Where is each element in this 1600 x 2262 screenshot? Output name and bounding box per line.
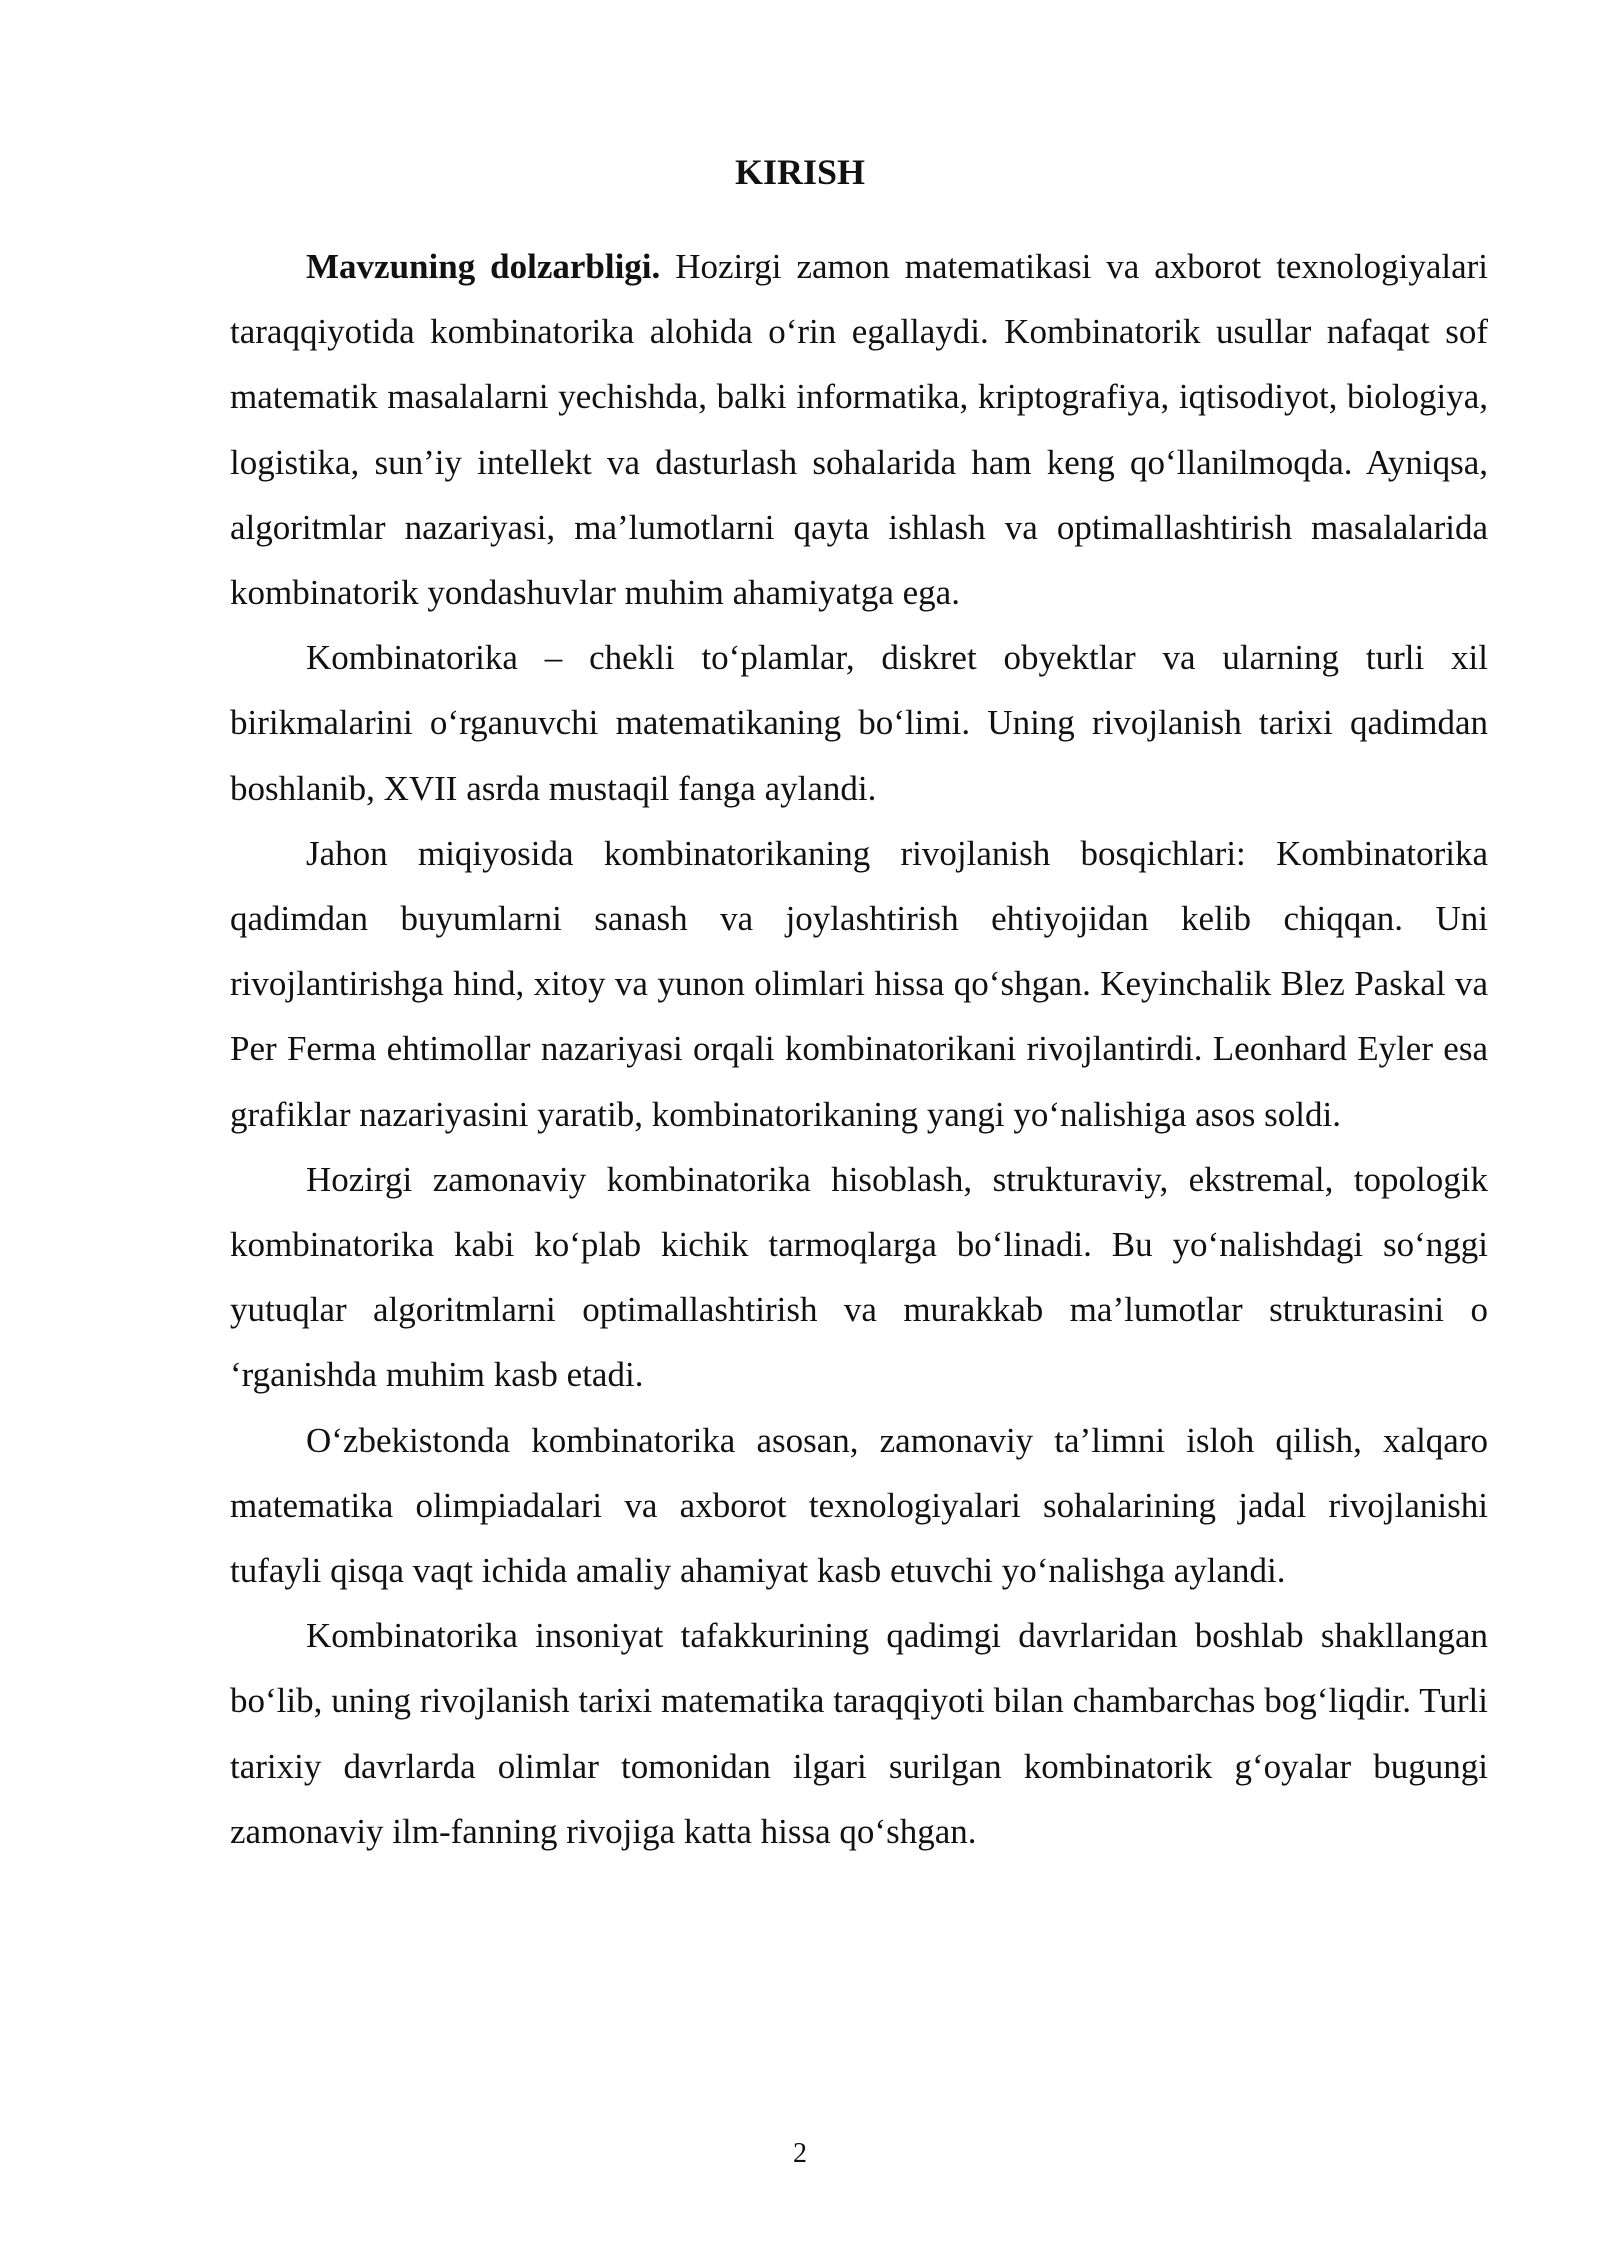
page-number: 2	[793, 2138, 807, 2169]
body-text	[230, 234, 1488, 1864]
paragraph-2: Kombinatorika – chekli to‘plamlar, diskret obyektlar va ularning turli xil birikmalarini o‘rganuvchi matematikaning bo‘limi. Uning rivojlanish tarixi qadimdan boshlanib, XVII asrda mustaqil fanga aylandi.	[230, 638, 1488, 808]
paragraph-lead: Mavzuning dolzarbligi.	[306, 247, 661, 286]
page-title: KIRISH	[734, 152, 866, 192]
paragraph-1	[230, 234, 1488, 625]
paragraph-6: Kombinatorika insoniyat tafakkurining qadimgi davrlaridan boshlab shakllangan bo‘lib, uning rivojlanish tarixi matematika taraqqiyoti bilan chambarchas bog‘liqdir. Turli tarixiy davrlarda olimlar tomonidan ilgari surilgan kombinatorik g‘oyalar bugungi zamonaviy ilm-fanning rivojiga katta hissa qo‘shgan.	[230, 1616, 1488, 1851]
paragraph-3: Jahon miqiyosida kombinatorikaning rivojlanish bosqichlari: Kombinatorika qadimdan buyumlarni sanash va joylashtirish ehtiyojidan kelib chiqqan. Uni rivojlantirishga hind, xitoy va yunon olimlari hissa qo‘shgan. Keyinchalik Blez Paskal va Per Ferma ehtimollar nazariyasi orqali kombinatorikani rivojlantirdi. Leonhard Eyler esa grafiklar nazariyasini yaratib, kombinatorikaning yangi yo‘nalishiga asos soldi.	[230, 833, 1488, 1134]
paragraph-4: Hozirgi zamonaviy kombinatorika hisoblash, strukturaviy, ekstremal, topologik kombinatorika kabi ko‘plab kichik tarmoqlarga bo‘linadi. Bu yo‘nalishdagi so‘nggi yutuqlar algoritmlarni optimallashtirish va murakkab ma’lumotlar strukturasini o ‘rganishda muhim kasb etadi.	[230, 1159, 1488, 1395]
paragraph-text: Hozirgi zamon matematikasi va axborot texnologiyalari taraqqiyotida kombinatorika alohida o‘rin egallaydi. Kombinatorik usullar nafaqat sof matematik masalalarni yechishda, balki informatika, kriptografiya, iqtisodiyot, biologiya, logistika, sun’iy intellekt va dasturlash sohalarida ham keng qo‘llanilmoqda. Ayniqsa, algoritmlar nazariyasi, ma’lumotlarni qayta ishlash va optimallashtirish masalalarida kombinatorik yondashuvlar muhim ahamiyatga ega.	[230, 247, 1488, 613]
paragraph-5: O‘zbekistonda kombinatorika asosan, zamonaviy ta’limni isloh qilish, xalqaro matematika olimpiadalari va axborot texnologiyalari sohalarining jadal rivojlanishi tufayli qisqa vaqt ichida amaliy ahamiyat kasb etuvchi yo‘nalishga aylandi.	[230, 1420, 1488, 1591]
